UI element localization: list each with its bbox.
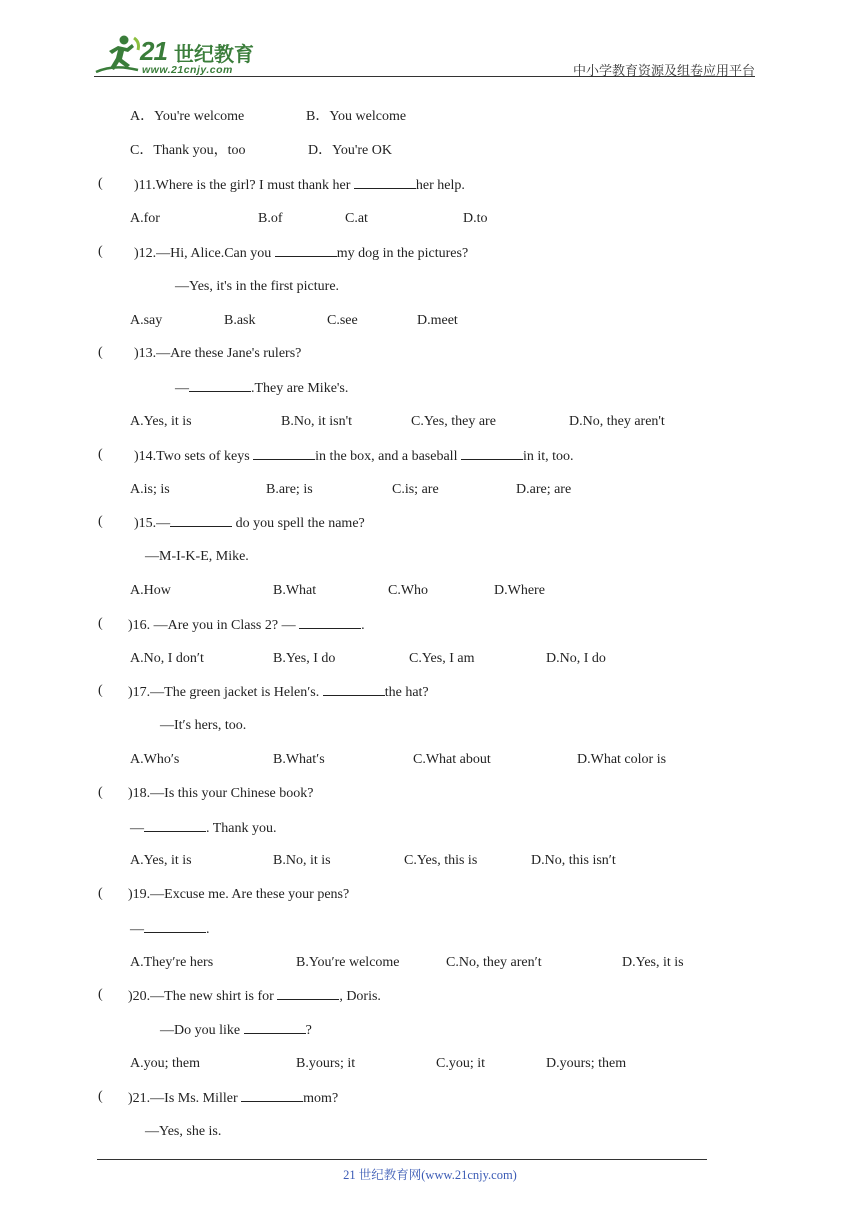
logo-url: www.21cnjy.com bbox=[142, 64, 233, 76]
answer-option: C.is; are bbox=[392, 482, 439, 497]
answer-option: D．You're OK bbox=[308, 143, 392, 158]
logo-text: 世纪教育 bbox=[174, 42, 254, 66]
question-text: )21.—Is Ms. Miller mom? bbox=[128, 1091, 339, 1106]
question-text: )17.—The green jacket is Helen′s. the hat? bbox=[128, 685, 429, 700]
footer-text: 21 世纪教育网(www.21cnjy.com) bbox=[343, 1168, 517, 1182]
answer-blank bbox=[275, 244, 337, 257]
answer-paren: ( bbox=[98, 447, 103, 462]
answer-paren: ( bbox=[98, 514, 103, 529]
answer-option: A.Yes, it is bbox=[130, 414, 192, 429]
question-text: )14.Two sets of keys in the box, and a baseball in it, too. bbox=[134, 449, 574, 464]
question-text: )13.—Are these Jane's rulers? bbox=[134, 346, 302, 361]
answer-option: B.yours; it bbox=[296, 1056, 356, 1071]
answer-option: A.is; is bbox=[130, 482, 170, 497]
answer-blank bbox=[189, 379, 251, 392]
answer-option: D.Yes, it is bbox=[622, 955, 684, 970]
question-text: — . Thank you. bbox=[130, 821, 277, 836]
answer-option: B.Yes, I do bbox=[273, 651, 336, 666]
answer-paren: ( bbox=[98, 616, 103, 631]
answer-option: A.Who′s bbox=[130, 752, 180, 767]
answer-blank bbox=[323, 683, 385, 696]
answer-blank bbox=[461, 447, 523, 460]
answer-option: C.Who bbox=[388, 583, 429, 598]
answer-option: A.No, I don′t bbox=[130, 651, 204, 666]
answer-option: D.No, they aren't bbox=[569, 414, 665, 429]
question-text: —Do you like ? bbox=[160, 1023, 312, 1038]
answer-paren: ( bbox=[98, 683, 103, 698]
logo-number: 21 bbox=[140, 36, 167, 66]
answer-option: D.to bbox=[463, 211, 488, 226]
dialogue-line: —M-I-K-E, Mike. bbox=[145, 549, 249, 564]
answer-option: B.What′s bbox=[273, 752, 325, 767]
question-text: )12.—Hi, Alice.Can you my dog in the pictures? bbox=[134, 246, 469, 261]
answer-option: A.say bbox=[130, 313, 163, 328]
answer-option: B．You welcome bbox=[306, 109, 407, 124]
dialogue-line: —It′s hers, too. bbox=[160, 718, 247, 733]
dialogue-line: —Yes, it's in the first picture. bbox=[175, 279, 340, 294]
footer-divider bbox=[97, 1159, 707, 1160]
answer-option: C.at bbox=[345, 211, 368, 226]
answer-option: D.yours; them bbox=[546, 1056, 627, 1071]
question-text: )16. —Are you in Class 2? — . bbox=[128, 618, 365, 633]
answer-paren: ( bbox=[98, 345, 103, 360]
answer-paren: ( bbox=[98, 244, 103, 259]
header-divider bbox=[94, 76, 755, 77]
answer-paren: ( bbox=[98, 886, 103, 901]
answer-option: C.Yes, they are bbox=[411, 414, 496, 429]
answer-paren: ( bbox=[98, 987, 103, 1002]
answer-paren: ( bbox=[98, 176, 103, 191]
answer-option: A.you; them bbox=[130, 1056, 200, 1071]
answer-blank bbox=[241, 1089, 303, 1102]
answer-option: A.for bbox=[130, 211, 160, 226]
answer-option: B.No, it isn't bbox=[281, 414, 352, 429]
answer-option: D.No, this isn′t bbox=[531, 853, 616, 868]
question-text: — . bbox=[130, 922, 210, 937]
answer-option: C.Yes, this is bbox=[404, 853, 478, 868]
answer-paren: ( bbox=[98, 785, 103, 800]
answer-blank bbox=[244, 1021, 306, 1034]
answer-blank bbox=[354, 176, 416, 189]
header-tagline: 中小学教育资源及组卷应用平台 bbox=[572, 64, 755, 79]
answer-option: C．Thank you，too bbox=[130, 143, 246, 158]
answer-blank bbox=[144, 819, 206, 832]
answer-blank bbox=[253, 447, 315, 460]
answer-option: B.You′re welcome bbox=[296, 955, 400, 970]
question-text: )15.— do you spell the name? bbox=[134, 516, 365, 531]
answer-option: B.of bbox=[258, 211, 283, 226]
answer-option: A.Yes, it is bbox=[130, 853, 192, 868]
answer-option: B.ask bbox=[224, 313, 256, 328]
answer-option: B.What bbox=[273, 583, 317, 598]
answer-option: B.are; is bbox=[266, 482, 313, 497]
answer-blank bbox=[144, 920, 206, 933]
page-header bbox=[0, 0, 860, 80]
question-text: )11.Where is the girl? I must thank her her help. bbox=[134, 178, 465, 193]
dialogue-line: —Yes, she is. bbox=[145, 1124, 222, 1139]
answer-blank bbox=[299, 616, 361, 629]
answer-option: C.What about bbox=[413, 752, 491, 767]
answer-option: A.How bbox=[130, 583, 171, 598]
answer-option: D.are; are bbox=[516, 482, 572, 497]
runner-logo-icon bbox=[94, 34, 142, 76]
answer-option: C.No, they aren′t bbox=[446, 955, 542, 970]
answer-option: D.No, I do bbox=[546, 651, 606, 666]
answer-option: A.They′re hers bbox=[130, 955, 214, 970]
question-text: )18.—Is this your Chinese book? bbox=[128, 786, 314, 801]
site-logo bbox=[94, 34, 264, 78]
answer-option: D.What color is bbox=[577, 752, 667, 767]
answer-option: D.meet bbox=[417, 313, 458, 328]
answer-paren: ( bbox=[98, 1089, 103, 1104]
answer-option: C.you; it bbox=[436, 1056, 486, 1071]
question-text: )20.—The new shirt is for , Doris. bbox=[128, 989, 381, 1004]
answer-option: B.No, it is bbox=[273, 853, 331, 868]
answer-option: C.see bbox=[327, 313, 358, 328]
question-text: — .They are Mike's. bbox=[175, 381, 349, 396]
question-text: )19.—Excuse me. Are these your pens? bbox=[128, 887, 350, 902]
answer-blank bbox=[277, 987, 339, 1000]
answer-blank bbox=[170, 514, 232, 527]
answer-option: C.Yes, I am bbox=[409, 651, 475, 666]
answer-option: A．You're welcome bbox=[130, 109, 245, 124]
answer-option: D.Where bbox=[494, 583, 545, 598]
